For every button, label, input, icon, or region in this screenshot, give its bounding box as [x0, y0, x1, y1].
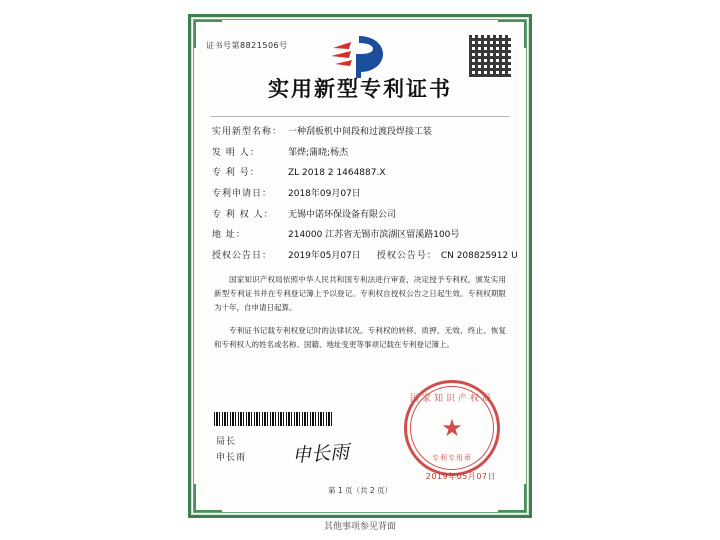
- legal-paragraph-1: 国家知识产权局依照中华人民共和国专利法进行审查，决定授予专利权，颁发实用新型专利证书并在专利登记簿上予以登记。专利权自授权公告之日起生效。专利权期限为十年，自申请日起算。: [214, 274, 506, 312]
- field-row: [212, 230, 508, 242]
- grant-number-value: CN 208825912 U: [440, 251, 518, 262]
- field-label: 专 利 号：: [212, 168, 260, 179]
- grant-date-value: 2019年05月07日: [288, 251, 361, 262]
- signatory-name: 申长雨: [216, 452, 247, 463]
- qr-code-icon: [468, 34, 512, 78]
- field-row: [212, 127, 508, 139]
- signatory-title: 局长: [216, 437, 237, 448]
- certificate-number: 证书号第8821506号: [206, 41, 288, 50]
- field-label: 专利申请日：: [212, 189, 273, 200]
- signatory-block: [216, 435, 246, 466]
- field-label: 地 址：: [212, 230, 246, 241]
- field-row: [212, 210, 508, 222]
- field-label: 实用新型名称：: [212, 127, 283, 137]
- title-divider: [210, 116, 510, 117]
- field-value: 一种刮板机中间段和过渡段焊接工装: [288, 127, 433, 137]
- page-number: 第 1 页（共 2 页）: [327, 486, 393, 495]
- fields-list: [212, 127, 518, 263]
- seal-text-bottom: 专利专用章: [432, 454, 472, 462]
- barcode-icon: [214, 412, 332, 426]
- footer-note: 其他事项参见背面: [323, 522, 396, 532]
- field-value: 214000 江苏省无锡市滨湖区留溪路100号: [288, 230, 460, 241]
- seal-text-top: 国家知识产权局: [409, 394, 494, 404]
- page-title: 实用新型专利证书: [268, 76, 452, 101]
- field-row: [212, 168, 508, 180]
- grant-announcement-row: [212, 251, 518, 263]
- grant-number-label: 授权公告号：: [376, 251, 437, 262]
- grant-date-label: 授权公告日：: [212, 251, 273, 262]
- patent-office-emblem-icon: [325, 32, 395, 82]
- patent-certificate: [180, 6, 540, 526]
- certificate-content: [206, 28, 518, 504]
- handwritten-signature: 申长雨: [291, 441, 350, 467]
- field-row: [212, 148, 508, 160]
- red-official-seal: [404, 380, 500, 476]
- seal-date: 2019年05月07日: [425, 472, 496, 481]
- field-row: [212, 189, 508, 201]
- field-value: 2018年09月07日: [288, 189, 361, 200]
- field-label: 发 明 人：: [212, 147, 260, 158]
- star-icon: ★: [441, 414, 463, 442]
- field-value: 邹烨;蒲晓;杨杰: [288, 147, 349, 158]
- field-value: ZL 2018 2 1464887.X: [288, 168, 386, 179]
- field-value: 无锡中诺环保设备有限公司: [288, 209, 397, 220]
- field-label: 专 利 权 人：: [212, 209, 274, 220]
- legal-paragraph-2: 专利证书记载专利权登记时的法律状况。专利权的转移、质押、无效、终止、恢复和专利权人的姓名或名称、国籍、地址变更等事项记载在专利登记簿上。: [214, 326, 506, 350]
